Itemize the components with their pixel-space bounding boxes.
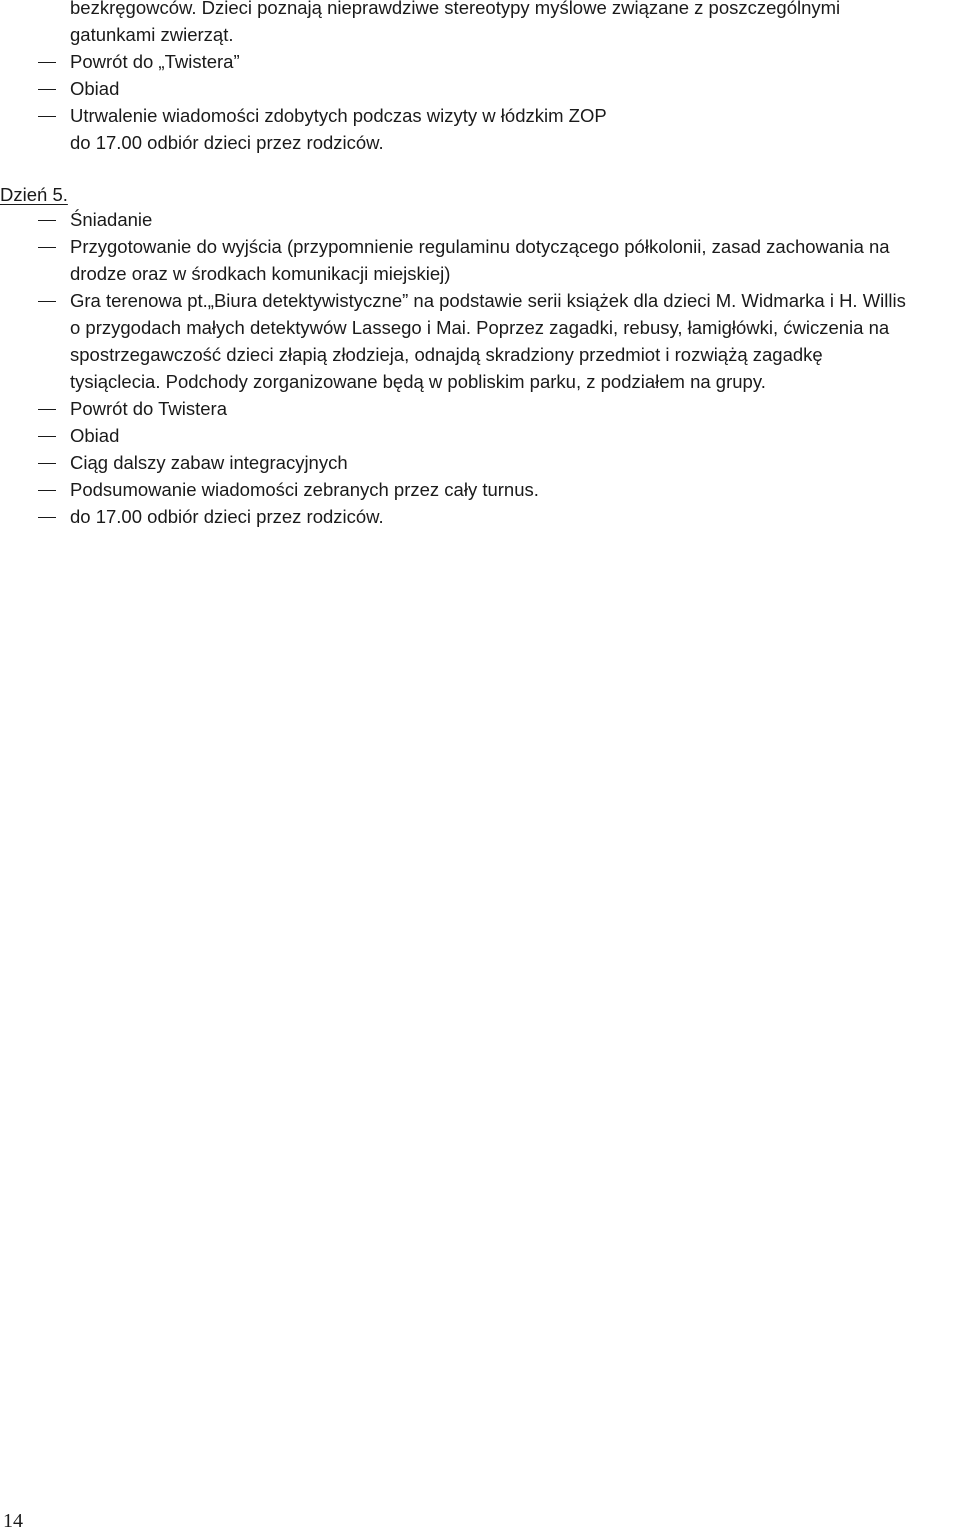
page-number: 14	[3, 1510, 23, 1532]
dash-bullet-icon	[38, 490, 56, 491]
dash-bullet-icon	[38, 247, 56, 248]
dash-bullet-icon	[38, 89, 56, 90]
dash-bullet-icon	[38, 517, 56, 518]
dash-bullet-icon	[38, 463, 56, 464]
list-item: Gra terenowa pt.„Biura detektywistyczne” na podstawie serii książek dla dzieci M. Widmarka i H. Willis	[70, 290, 906, 311]
dash-bullet-icon	[38, 301, 56, 302]
list-item-continuation: spostrzegawczość dzieci złapią złodzieja, odnajdą skradziony przedmiot i rozwiążą zagadkę	[70, 344, 823, 365]
list-item: Przygotowanie do wyjścia (przypomnienie regulaminu dotyczącego półkolonii, zasad zachowania na	[70, 236, 890, 257]
list-item-continuation: o przygodach małych detektywów Lassego i Mai. Poprzez zagadki, rebusy, łamigłówki, ćwiczenia na	[70, 317, 890, 338]
text-line: gatunkami zwierząt.	[70, 24, 234, 45]
list-item: Powrót do „Twistera”	[70, 51, 240, 72]
list-item: Ciąg dalszy zabaw integracyjnych	[70, 452, 348, 473]
dash-bullet-icon	[38, 62, 56, 63]
list-item: Obiad	[70, 425, 120, 446]
dash-bullet-icon	[38, 116, 56, 117]
list-item-continuation: tysiąclecia. Podchody zorganizowane będą w pobliskim parku, z podziałem na grupy.	[70, 371, 766, 392]
list-item: Powrót do Twistera	[70, 398, 227, 419]
list-item: Śniadanie	[70, 209, 153, 230]
list-item: do 17.00 odbiór dzieci przez rodziców.	[70, 506, 384, 527]
text-line: bezkręgowców. Dzieci poznają nieprawdziwe stereotypy myślowe związane z poszczególnymi	[70, 0, 841, 18]
list-item: Podsumowanie wiadomości zebranych przez cały turnus.	[70, 479, 539, 500]
dash-bullet-icon	[38, 220, 56, 221]
dash-bullet-icon	[38, 409, 56, 410]
text-line: do 17.00 odbiór dzieci przez rodziców.	[70, 132, 384, 153]
list-item-continuation: drodze oraz w środkach komunikacji miejskiej)	[70, 263, 451, 284]
list-item: Utrwalenie wiadomości zdobytych podczas wizyty w łódzkim ZOP	[70, 105, 607, 126]
dash-bullet-icon	[38, 436, 56, 437]
day-heading: Dzień 5.	[0, 184, 68, 205]
list-item: Obiad	[70, 78, 120, 99]
